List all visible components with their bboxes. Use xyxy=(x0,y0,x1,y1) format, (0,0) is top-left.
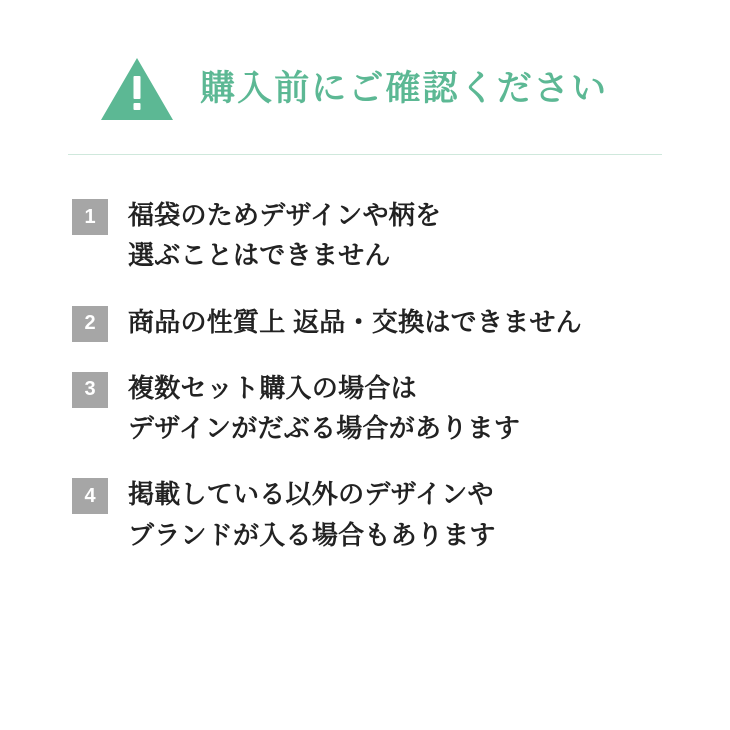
list-item-line: デザインがだぶる場合があります xyxy=(128,413,521,444)
list-item-text xyxy=(128,195,441,276)
list-item xyxy=(72,302,670,342)
list-item xyxy=(72,368,670,449)
notice-list xyxy=(0,195,730,555)
list-item-text xyxy=(128,302,582,342)
list-item-line: 選ぶことはできません xyxy=(128,240,391,271)
notice-header xyxy=(0,0,730,122)
warning-triangle-icon xyxy=(100,56,174,122)
list-item-number: 4 xyxy=(72,478,108,514)
list-item-number: 3 xyxy=(72,372,108,408)
list-item-line: 複数セット購入の場合は xyxy=(128,372,417,403)
list-item xyxy=(72,474,670,555)
list-item xyxy=(72,195,670,276)
list-item-line: 商品の性質上 返品・交換はできません xyxy=(128,306,582,337)
list-item-line: ブランドが入る場合もあります xyxy=(128,519,496,550)
page-title: 購入前にご確認ください xyxy=(200,68,609,108)
list-item-line: 福袋のためデザインや柄を xyxy=(128,200,442,230)
header-divider xyxy=(68,154,662,155)
list-item-text xyxy=(128,368,520,449)
list-item-line: 掲載している以外のデザインや xyxy=(128,479,494,510)
list-item-number: 2 xyxy=(72,306,108,342)
list-item-number: 1 xyxy=(72,199,108,235)
list-item-text xyxy=(128,474,496,555)
